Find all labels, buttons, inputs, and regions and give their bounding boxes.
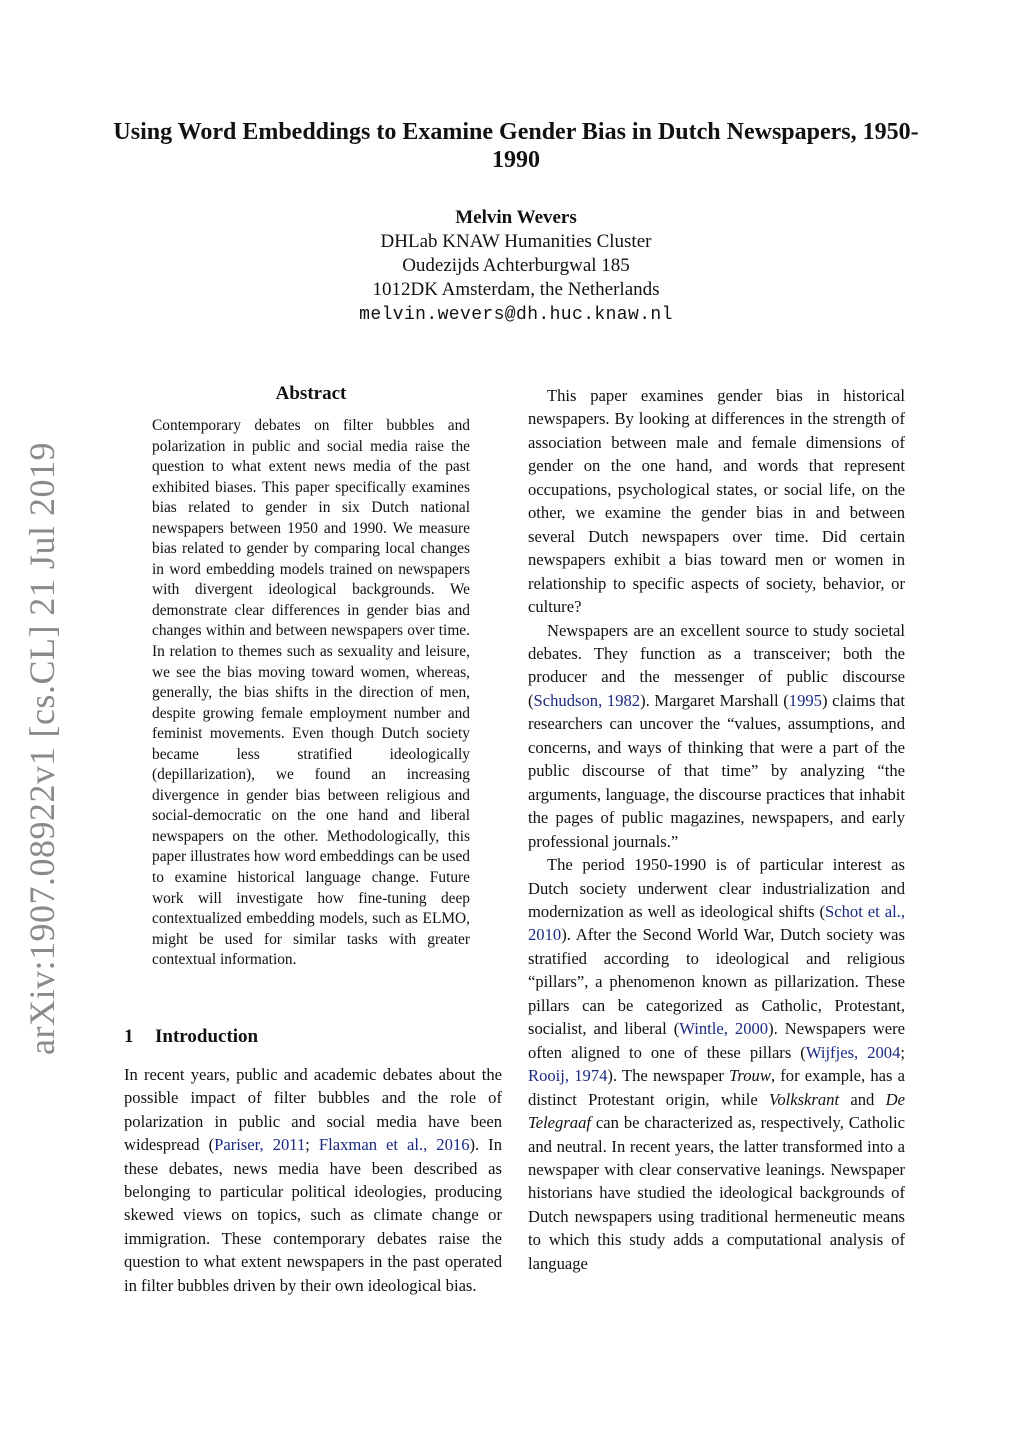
citation-rooij[interactable]: Rooij, 1974 bbox=[528, 1066, 608, 1086]
author-address-street: Oudezijds Achterburgwal 185 bbox=[402, 255, 630, 276]
right-paragraph-2: Newspapers are an excellent source to study societal debates. They function as a transceiver; both the producer and the messenger of public discourse (Schudson, 1982). Margaret Marshall (1995) claims that researchers can uncover the “values, assumptions, and concerns, and ways of thinking that were a part of the public discourse of that time” by analyzing “the arguments, language, the discourse practices that inhabit the pages of public magazines, newspapers, and early professional journals.” bbox=[528, 620, 905, 851]
citation-schot[interactable]: Schot et al., 2010 bbox=[528, 901, 905, 945]
intro-text: In recent years, public and academic debates about the possible impact of filter bubbles and the role of polarization in public and social media have been widespread ( bbox=[124, 1065, 502, 1155]
citation-flaxman[interactable]: Flaxman et al., 2016 bbox=[318, 1135, 470, 1155]
author-block bbox=[0, 205, 1024, 328]
section-title: Introduction bbox=[155, 1026, 259, 1047]
right-paragraph-1: This paper examines gender bias in historical newspapers. By looking at differences in the strength of association between male and female dimensions of gender on the one hand, and words that represent occupations, psychological states, or social life, on the other, we examine the gender bias in and between several Dutch newspapers over time. Did certain newspapers exhibit a bias toward men or women in relationship to specific aspects of society, behavior, or culture? bbox=[528, 386, 905, 617]
introduction-paragraph: In recent years, public and academic debates about the possible impact of filter bubbles and the role of polarization in public and social media have been widespread (Pariser, 2011; Flaxman et al., 2016). In these debates, news media have been described as belonging to particular political ideologies, producing skewed views on topics, such as climate change or immigration. These contemporary debates raise the question to what extent newspapers in the past operated in filter bubbles driven by their own ideological bias. bbox=[124, 1065, 502, 1295]
citation-pariser[interactable]: Pariser, 2011 bbox=[214, 1135, 306, 1155]
citation-wijfjes[interactable]: Wijfjes, 2004 bbox=[805, 1042, 901, 1062]
paper-title: Using Word Embeddings to Examine Gender Bias in Dutch Newspapers, 1950-1990 bbox=[113, 119, 919, 173]
citation-marshall[interactable]: 1995 bbox=[788, 690, 822, 710]
right-column bbox=[528, 384, 905, 1275]
newspaper-trouw: Trouw bbox=[729, 1066, 771, 1086]
author-email[interactable]: melvin.wevers@dh.huc.knaw.nl bbox=[359, 305, 673, 325]
section-number: 1 bbox=[124, 1026, 134, 1047]
citation-schudson[interactable]: Schudson, 1982 bbox=[533, 690, 641, 710]
author-affiliation: DHLab KNAW Humanities Cluster bbox=[380, 231, 652, 252]
intro-text: ). In these debates, news media have been described as belonging to particular political ideologies, producing skewed views on topics, such as climate change or immigration. These contemporary debates raise the question to what extent newspapers in the past operated in filter bubbles driven by their own ideological bias. bbox=[124, 1135, 502, 1295]
newspaper-volkskrant: Volkskrant bbox=[769, 1089, 840, 1109]
author-name: Melvin Wevers bbox=[455, 207, 577, 228]
author-address-city: 1012DK Amsterdam, the Netherlands bbox=[372, 279, 660, 300]
abstract-text: Contemporary debates on filter bubbles and polarization in public and social media raise the question to what extent news media of the past exhibited biases. This paper specifically examines bias related to gender in six Dutch national newspapers between 1950 and 1990. We measure bias related to gender by comparing local changes in word embedding models trained on newspapers with divergent ideological backgrounds. We demonstrate clear differences in gender bias and changes within and between newspapers over time. In relation to themes such as sexuality and leisure, we see the bias moving toward women, whereas, generally, the bias shifts in the direction of men, despite growing female employment number and feminist movements. Even though Dutch society became less stratified ideologically (depillarization), we found an increasing divergence in gender bias between religious and social-democratic on the one hand and liberal newspapers on the other. Methodologically, this paper illustrates how word embeddings can be used to examine historical language change. Future work will investigate how fine-tuning deep contextualized embedding models, such as ELMO, might be used for similar tasks with greater contextual information. bbox=[152, 417, 470, 969]
citation-wintle[interactable]: Wintle, 2000 bbox=[679, 1019, 769, 1039]
newspaper-telegraaf: De Telegraaf bbox=[528, 1089, 905, 1133]
arxiv-stamp-text: arXiv:1907.08922v1 [cs.CL] 21 Jul 2019 bbox=[22, 442, 62, 1055]
abstract-heading: Abstract bbox=[275, 383, 347, 404]
right-paragraph-3: The period 1950-1990 is of particular interest as Dutch society underwent clear industrialization and modernization as well as ideological shifts (Schot et al., 2010). After the Second World War, Dutch society was stratified according to ideological and religious “pillars”, a phenomenon known as pillarization. These pillars can be categorized as Catholic, Protestant, socialist, and liberal (Wintle, 2000). Newspapers were often aligned to one of these pillars (Wijfjes, 2004; Rooij, 1974). The newspaper Trouw, for example, has a distinct Protestant origin, while Volkskrant and De Telegraaf can be characterized as, respectively, Catholic and neutral. In recent years, the latter transformed into a newspaper with clear conservative leanings. Newspaper historians have studied the ideological backgrounds of Dutch newspapers using traditional hermeneutic means to which this study adds a computational analysis of language bbox=[528, 855, 906, 1273]
section-heading-introduction bbox=[124, 1026, 258, 1048]
